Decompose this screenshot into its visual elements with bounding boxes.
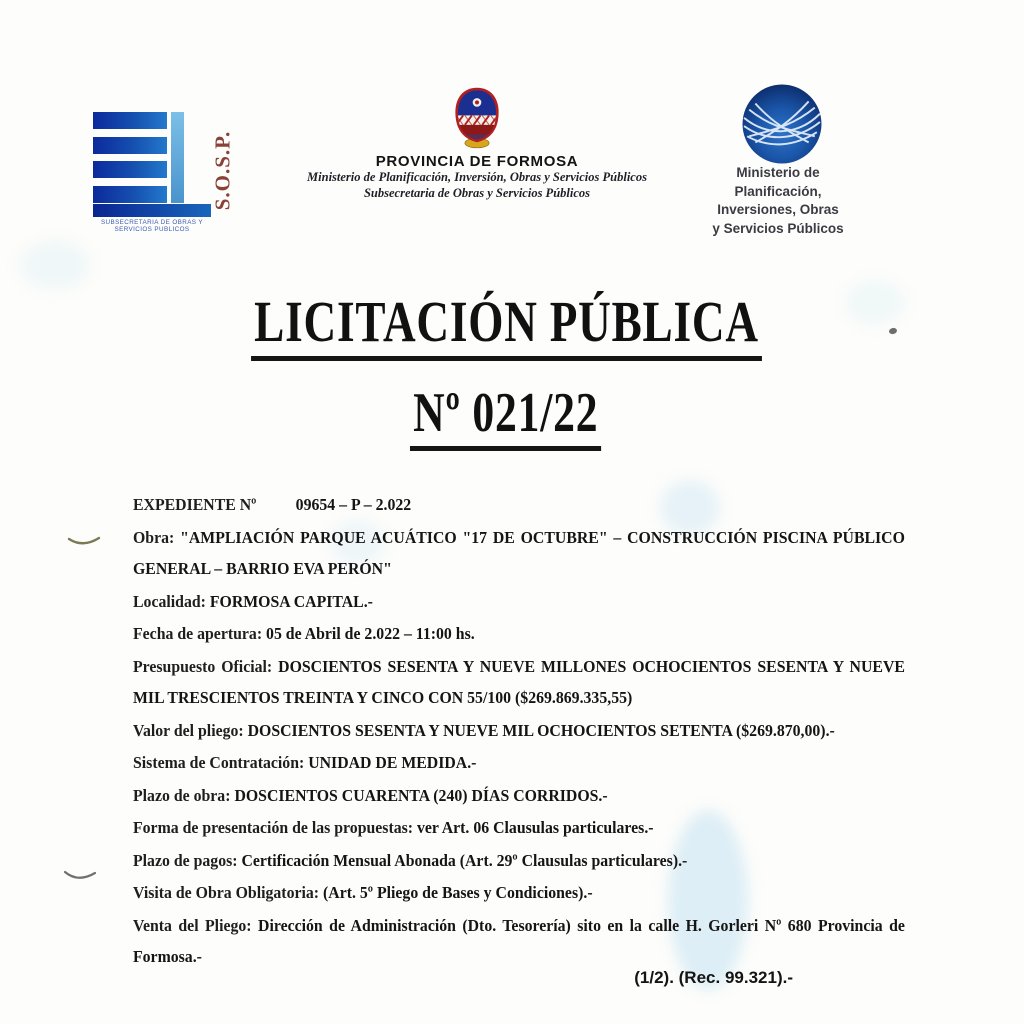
scan-smudge: [20, 240, 90, 290]
provincia-header: [237, 86, 717, 201]
line-label: Venta del Pliego:: [133, 915, 252, 935]
line-value: DOSCIENTOS CUARENTA (240) DÍAS CORRIDOS.-: [234, 785, 608, 805]
ministerio-caption-line: Ministerio de: [736, 165, 820, 180]
pagination-footer: (1/2). (Rec. 99.321).-: [634, 968, 793, 987]
document-line: [133, 715, 905, 747]
sosp-caption-line: SERVICIOS PUBLICOS: [114, 226, 190, 233]
line-label: Presupuesto Oficial:: [133, 656, 273, 676]
sosp-bottom-bar: [93, 204, 211, 217]
expediente-label: EXPEDIENTE Nº: [133, 495, 257, 514]
ministerio-caption: [698, 164, 858, 238]
line-label: Visita de Obra Obligatoria:: [133, 883, 320, 902]
ministerio-caption-line: y Servicios Públicos: [712, 220, 844, 236]
line-value: FORMOSA CAPITAL.-: [209, 591, 373, 611]
expediente-value: 09654 – P – 2.022: [295, 495, 412, 514]
document-number: [0, 384, 1012, 451]
ministerio-caption-line: Planificación,: [734, 183, 822, 199]
sosp-caption: [91, 219, 213, 233]
document-line: [133, 780, 905, 812]
document-line: [133, 812, 905, 844]
sosp-bar: [93, 161, 167, 178]
line-label: Plazo de pagos:: [133, 850, 238, 870]
line-label: Fecha de apertura:: [133, 624, 263, 643]
document-line: [133, 877, 905, 909]
document-number-text: Nº 021/22: [410, 384, 601, 451]
line-value: "AMPLIACIÓN PARQUE ACUÁTICO "17 DE OCTUBRE" – CONSTRUCCIÓN PISCINA PÚBLICO GENERAL – BARRIO EVA PERÓN": [133, 527, 905, 578]
line-value: DOSCIENTOS SESENTA Y NUEVE MILLONES OCHOCIENTOS SESENTA Y NUEVE MIL TRESCIENTOS TREINTA Y CINCO CON 55/100 ($269.869.335,55): [133, 656, 905, 707]
ministry-line: Ministerio de Planificación, Inversión, Obras y Servicios Públicos: [307, 170, 647, 184]
document-line: [133, 910, 905, 973]
line-value: DOSCIENTOS SESENTA Y NUEVE MIL OCHOCIENTOS SETENTA ($269.870,00).-: [247, 720, 835, 740]
sosp-logo: [93, 110, 235, 242]
line-label: Obra:: [133, 527, 175, 547]
line-label: Sistema de Contratación:: [133, 753, 305, 772]
sosp-bar: [93, 186, 167, 203]
line-label: Localidad:: [133, 591, 206, 611]
ministerio-caption-line: Inversiones, Obras: [717, 202, 839, 217]
line-value: 05 de Abril de 2.022 – 11:00 hs.: [266, 624, 475, 643]
line-label: Forma de presentación de las propuestas:: [133, 818, 414, 837]
document-body: [133, 489, 905, 974]
line-value: ver Art. 06 Clausulas particulares.-: [416, 818, 654, 837]
sosp-vertical-bar: [171, 112, 184, 203]
sosp-bar: [93, 112, 167, 129]
subsecretaria-line: Subsecretaria de Obras y Servicios Públicos: [363, 185, 591, 200]
document-line: [133, 618, 905, 650]
document-line: [133, 586, 905, 618]
document-line: [133, 522, 905, 585]
pen-mark-icon: [62, 868, 98, 886]
expediente-row: [133, 489, 905, 521]
document-line: [133, 845, 905, 877]
document-line: [133, 747, 905, 779]
sosp-bar: [93, 137, 167, 154]
line-value: Certificación Mensual Abonada (Art. 29º Clausulas particulares).-: [241, 850, 688, 870]
line-value: UNIDAD DE MEDIDA.-: [308, 753, 477, 772]
provincia-title: PROVINCIA DE FORMOSA: [375, 153, 579, 170]
formosa-crest-icon: [449, 86, 505, 150]
sosp-caption-line: SUBSECRETARIA DE OBRAS Y: [100, 219, 204, 226]
document-rows: [133, 522, 905, 973]
line-label: Valor del pliego:: [133, 720, 244, 740]
line-label: Plazo de obra:: [133, 785, 231, 805]
document-line: [133, 651, 905, 714]
ministerio-logo-icon: [741, 83, 823, 165]
line-value: (Art. 5º Pliego de Bases y Condiciones).-: [323, 883, 593, 902]
document-title: [0, 289, 1012, 361]
sosp-acronym: S.O.S.P.: [210, 130, 235, 211]
line-value: Dirección de Administración (Dto. Tesorería) sito en la calle H. Gorleri Nº 680 Provincia de Formosa.-: [133, 915, 905, 966]
document-title-text: LICITACIÓN PÚBLICA: [251, 292, 762, 361]
pen-mark-icon: [66, 535, 102, 551]
